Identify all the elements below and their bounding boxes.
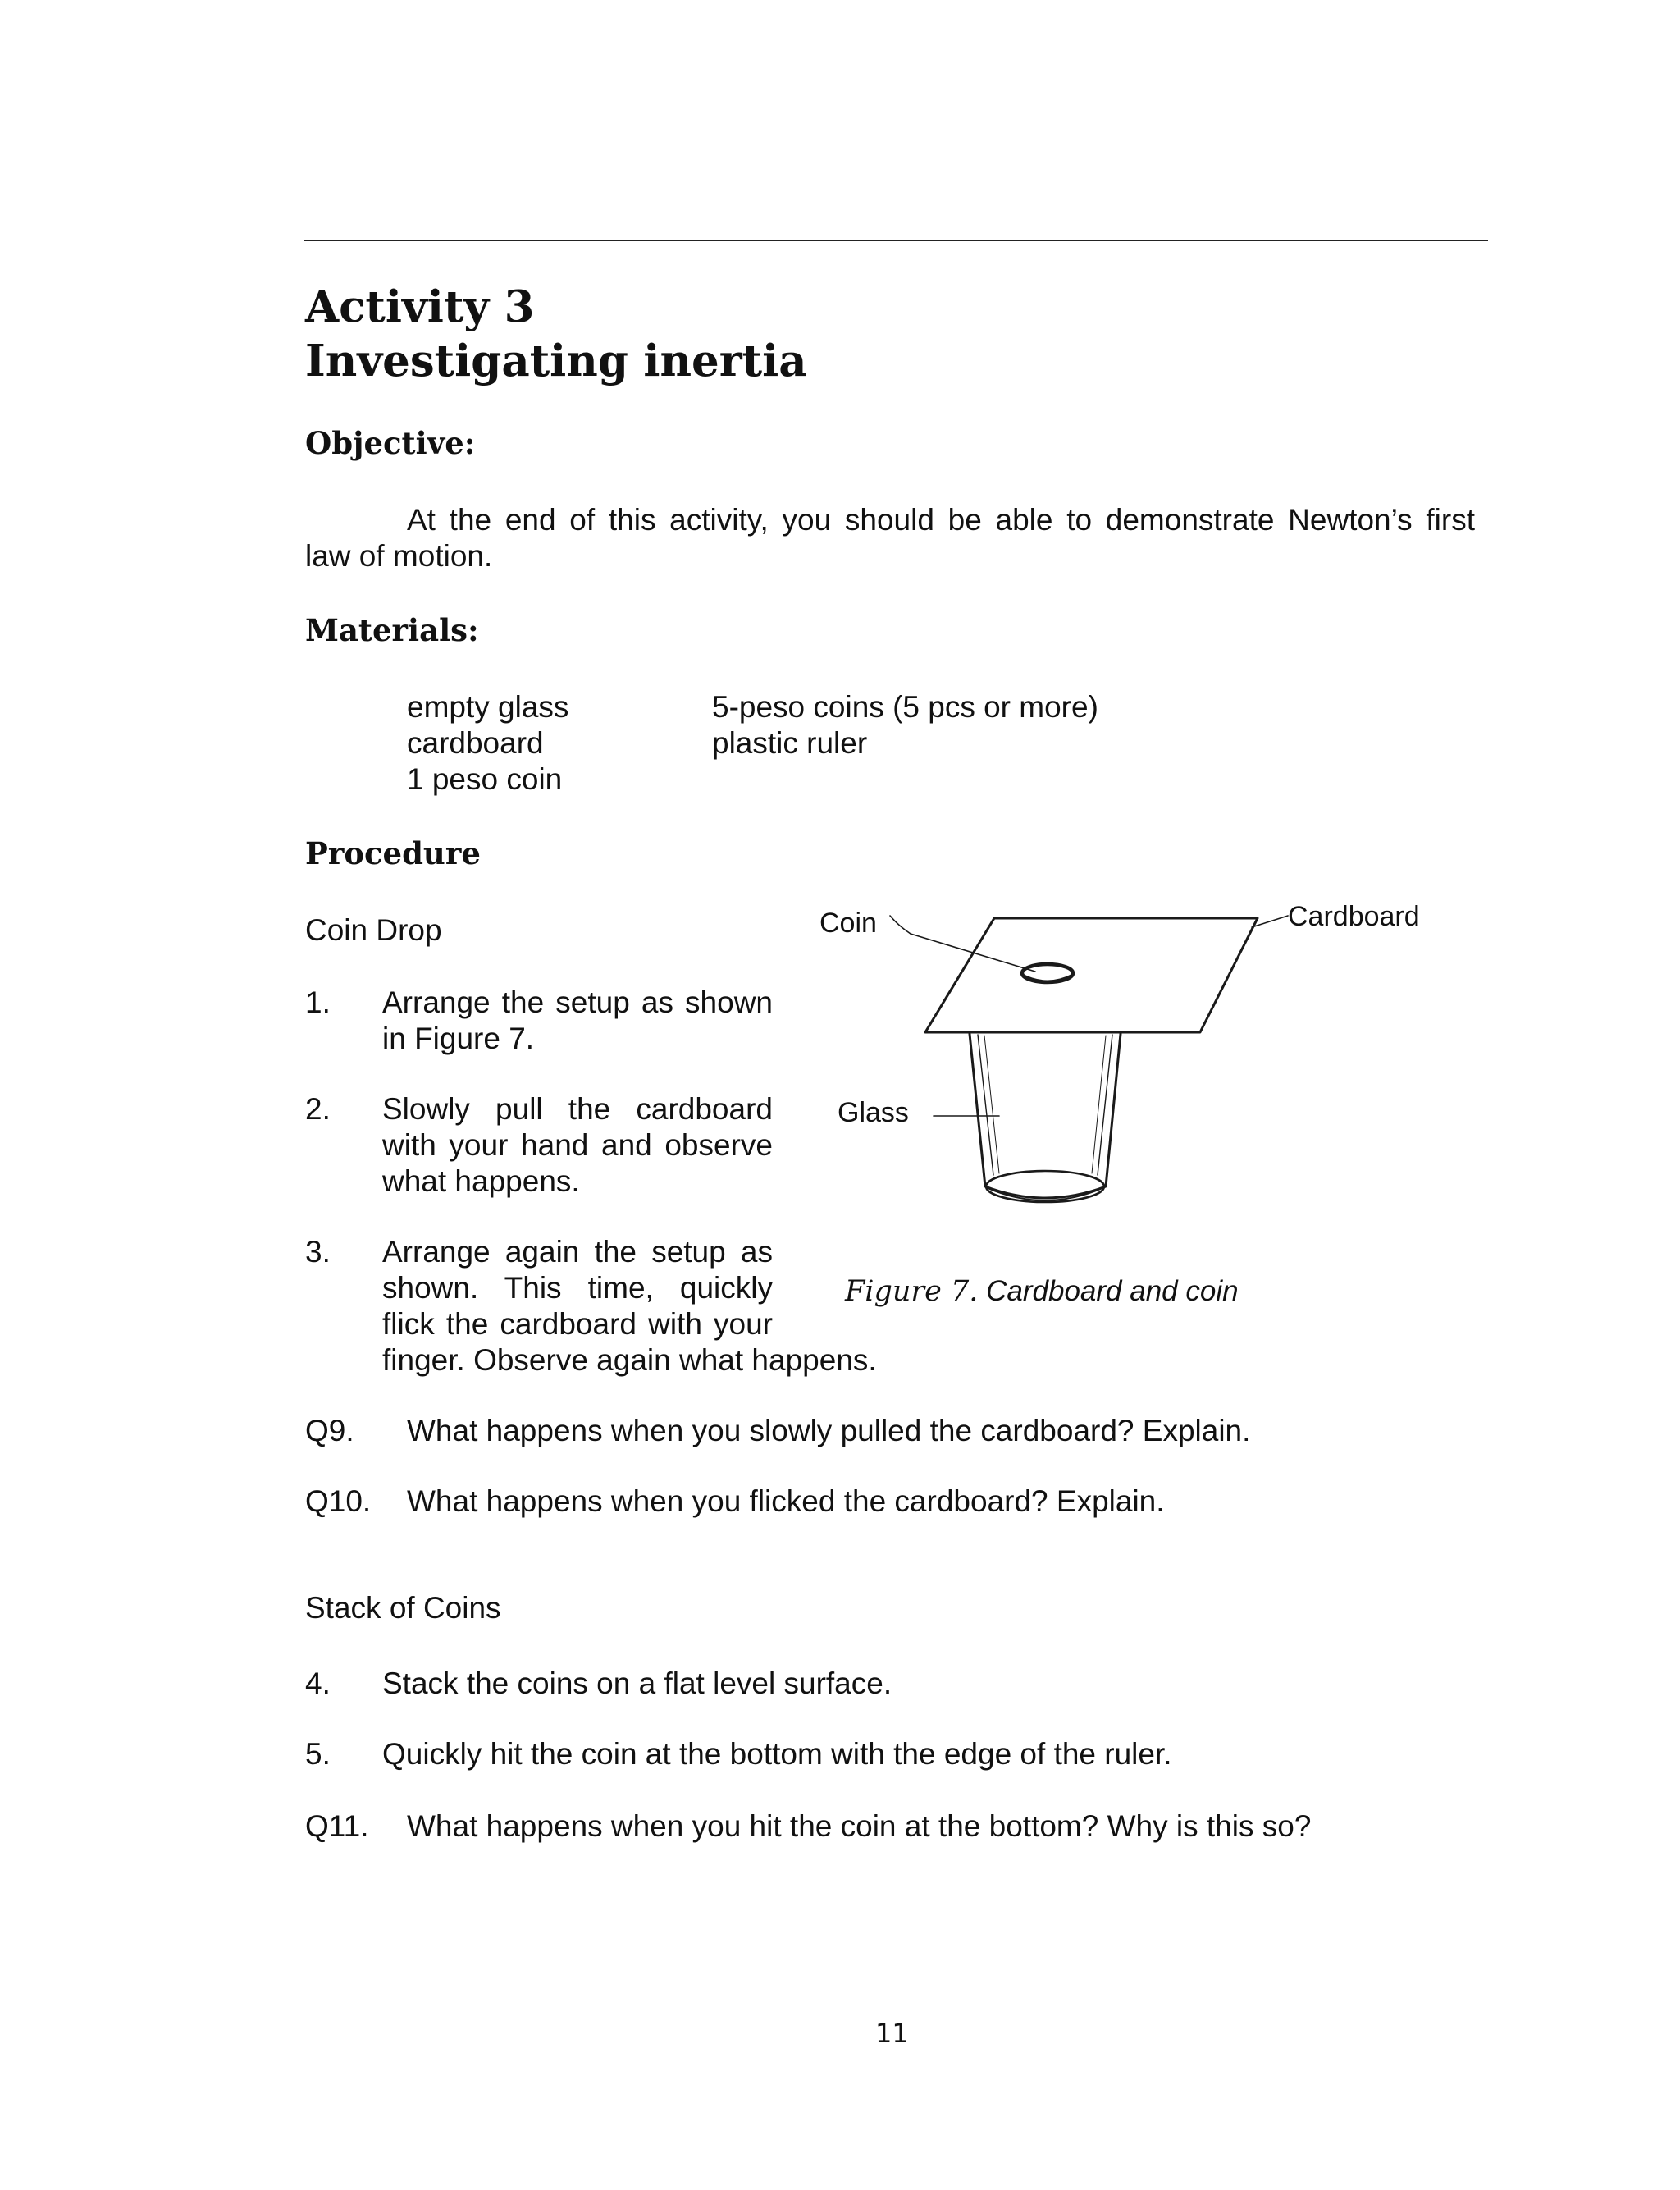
material-empty-glass: empty glass	[407, 690, 569, 724]
material-5-peso-coins: 5-peso coins (5 pcs or more)	[712, 690, 1098, 724]
step-2-number: 2.	[305, 1092, 331, 1126]
figure-label-glass: Glass	[838, 1097, 909, 1128]
objective-line-1: At the end of this activity, you should be able to demonstrate Newton’s first	[407, 503, 1475, 537]
activity-title: Activity 3	[305, 281, 535, 332]
figure-label-coin: Coin	[819, 908, 877, 939]
step-2-line-3: what happens.	[382, 1164, 580, 1198]
q9-number: Q9.	[305, 1414, 354, 1447]
material-1-peso-coin: 1 peso coin	[407, 762, 563, 796]
coin-drop-subheading: Coin Drop	[305, 913, 442, 947]
figure-7-illustration	[845, 886, 1419, 1239]
step-3-line-1: Arrange again the setup as	[382, 1235, 773, 1269]
stack-of-coins-subheading: Stack of Coins	[305, 1591, 501, 1625]
figure-caption-prefix: Figure 7.	[845, 1275, 979, 1308]
q10-text: What happens when you flicked the cardboard? Explain.	[407, 1484, 1165, 1518]
step-2-line-2: with your hand and observe	[382, 1128, 773, 1162]
objective-line-2: law of motion.	[305, 539, 493, 573]
step-3-line-3: flick the cardboard with your	[382, 1307, 773, 1341]
q9-text: What happens when you slowly pulled the cardboard? Explain.	[407, 1414, 1251, 1447]
q10-number: Q10.	[305, 1484, 372, 1518]
step-3-number: 3.	[305, 1235, 331, 1269]
page-number: 11	[875, 2018, 909, 2049]
step-1-line-1: Arrange the setup as shown	[382, 985, 773, 1019]
q11-number: Q11.	[305, 1809, 369, 1843]
header-rule	[304, 240, 1488, 241]
cardboard-drawing	[925, 918, 1258, 1032]
step-1-line-2: in Figure 7.	[382, 1022, 535, 1055]
material-plastic-ruler: plastic ruler	[712, 726, 868, 760]
step-5-number: 5.	[305, 1737, 331, 1771]
step-4-number: 4.	[305, 1667, 331, 1700]
step-1-number: 1.	[305, 985, 331, 1019]
q11-text: What happens when you hit the coin at the bottom? Why is this so?	[407, 1809, 1312, 1843]
step-3-line-4: finger. Observe again what happens.	[382, 1343, 877, 1377]
step-4-text: Stack the coins on a flat level surface.	[382, 1667, 892, 1700]
step-3-line-2: shown. This time, quickly	[382, 1271, 773, 1305]
step-2-line-1: Slowly pull the cardboard	[382, 1092, 773, 1126]
step-5-text: Quickly hit the coin at the bottom with the edge of the ruler.	[382, 1737, 1172, 1771]
materials-heading: Materials:	[305, 612, 479, 648]
figure-7-caption	[845, 1277, 1239, 1306]
glass-drawing	[970, 1034, 1121, 1202]
objective-heading: Objective:	[305, 425, 476, 461]
material-cardboard: cardboard	[407, 726, 544, 760]
figure-label-cardboard: Cardboard	[1288, 901, 1420, 932]
activity-subtitle: Investigating inertia	[305, 336, 807, 386]
step-3-text	[382, 1234, 877, 1378]
procedure-heading: Procedure	[305, 835, 481, 871]
step-1-text	[382, 985, 773, 1057]
figure-caption-text: Cardboard and coin	[986, 1275, 1239, 1307]
step-2-text	[382, 1091, 773, 1200]
